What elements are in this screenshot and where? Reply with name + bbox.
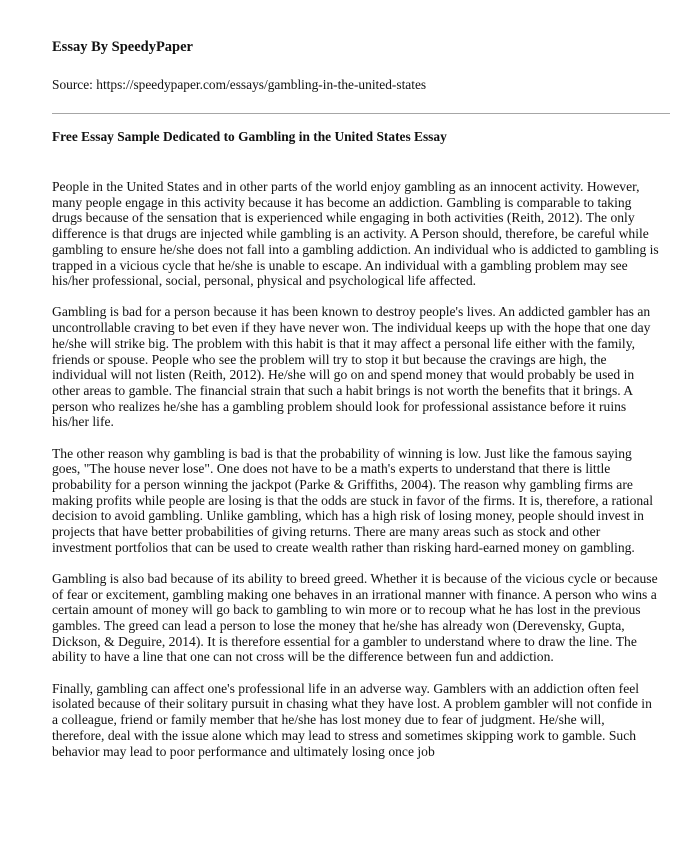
brand-heading: Essay By SpeedyPaper	[52, 39, 193, 55]
paragraph-5: Finally, gambling can affect one's professional life in an adverse way. Gamblers with an addiction often feel isolated because of their solitary pursuit in chasing what they have lost. A problem gambler will not confide in a colleague, friend or family member that he/she has lost money due to fear of judgment. He/she will, therefore, deal with the issue alone which may lead to stress and sometimes skipping work to gamble. Such behavior may lead to poor performance and ultimately losing once job	[52, 680, 652, 759]
paragraph-1: People in the United States and in other parts of the world enjoy gambling as an innocent activity. However, many people engage in this activity because it has become an addiction. Gambling is comparable to taking drugs because of the sensation that is experienced while engaging in both activities (Reith, 2012). The only difference is that drugs are injected while gambling is an activity. A Person should, therefore, be careful while gambling to ensure he/she does not fall into a gambling addiction. An individual who is addicted to gambling is trapped in a vicious cycle that he/she is unable to escape. An individual with a gambling problem may see his/her professional, social, personal, physical and psychological life affected.	[52, 179, 659, 289]
paragraph-2: Gambling is bad for a person because it has been known to destroy people's lives. An addicted gambler has an uncontrollable craving to bet even if they have never won. The individual keeps up with the hope that one day he/she will strike big. The problem with this habit is that it may affect a personal life either with the family, friends or spouse. People who see the problem will try to stop it but because the cravings are high, the individual will not listen (Reith, 2012). He/she will go on and spend money that would probably be used in other areas to gamble. The financial strain that such a habit brings is not worth the benefits that it brings. A person who realizes he/she has a gambling problem should look for professional assistance before it ruins his/her life.	[52, 304, 651, 430]
header-divider	[52, 113, 670, 114]
source-line: Source: https://speedypaper.com/essays/gambling-in-the-united-states	[52, 77, 427, 92]
essay-body	[52, 179, 660, 759]
essay-title: Free Essay Sample Dedicated to Gambling in the United States Essay	[52, 129, 447, 144]
paragraph-4: Gambling is also bad because of its ability to breed greed. Whether it is because of the vicious cycle or because of fear or excitement, gambling making one behaves in an irrational manner with finance. A person who wins a certain amount of money will go back to gambling to win more or to recoup what he has lost in the previous gambles. The greed can lead a person to lose the money that he/she has already won (Derevensky, Gupta, Dickson, & Deguire, 2014). It is therefore essential for a gambler to understand where to draw the line. The ability to have a line that one can not cross will be the difference between fun and addiction.	[52, 570, 658, 665]
paragraph-3: The other reason why gambling is bad is that the probability of winning is low. Just like the famous saying goes, "The house never lose". One does not have to be a math's experts to understand that there is little probability for a person winning the jackpot (Parke & Griffiths, 2004). The reason why gambling firms are making profits while people are losing is that the odds are stuck in favor of the firms. It is, therefore, a rational decision to avoid gambling. Unlike gambling, which has a high risk of losing money, people should invest in projects that have better probabilities of giving returns. There are many areas such as stock and other investment portfolios that can be used to create wealth rather than risking hard-earned money on gambling.	[52, 445, 653, 555]
